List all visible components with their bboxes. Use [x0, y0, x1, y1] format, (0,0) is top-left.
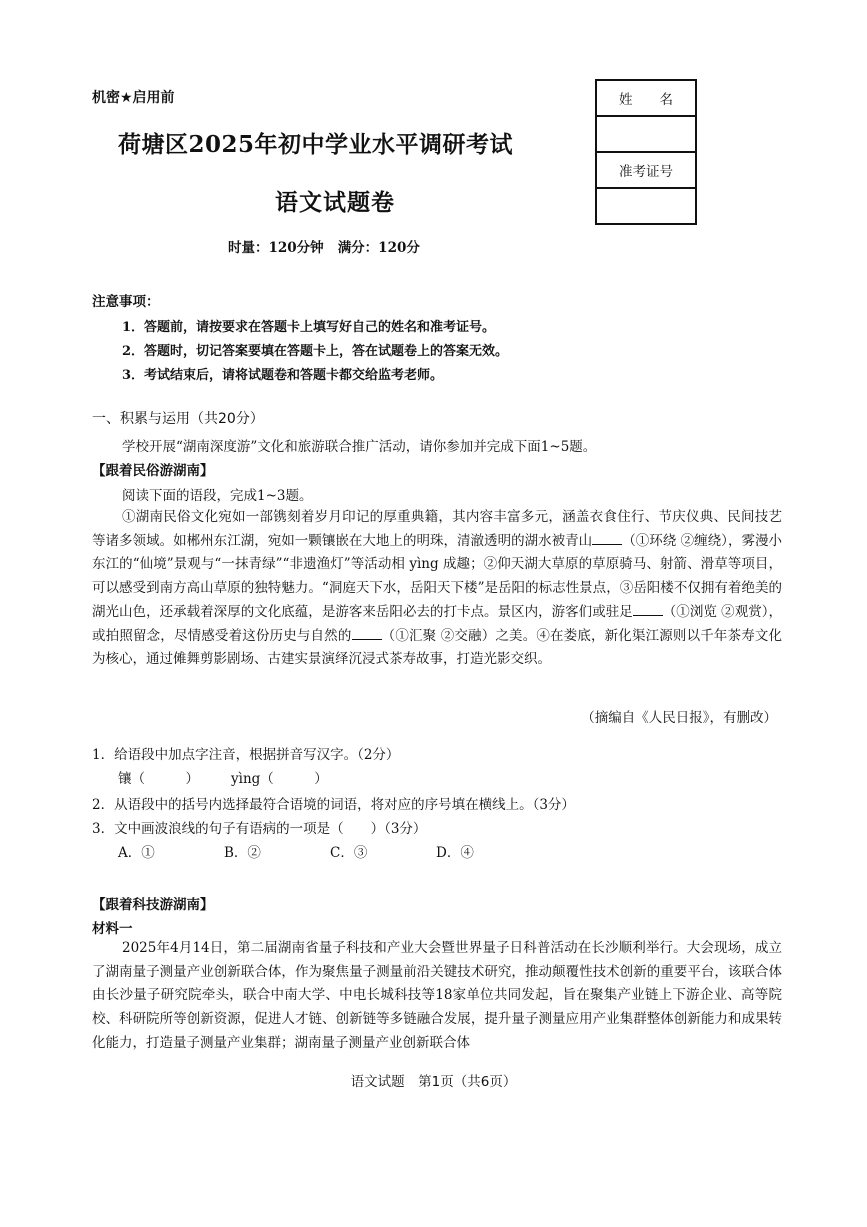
exam-time-score — [228, 236, 434, 256]
section-heading: 一、积累与运用（共20分） — [92, 411, 264, 427]
exam-score: 满分：120分 — [337, 240, 420, 256]
name-label: 姓 名 — [596, 80, 696, 116]
exam-subtitle: 语文试题卷 — [275, 189, 395, 216]
option-1: （①环绕 ②缠绕） — [622, 532, 728, 549]
choice-d: D．④ — [436, 845, 474, 861]
blank-2 — [633, 603, 663, 616]
passage-sentence-1: ①湖南民俗文化宛如一部镌刻着岁月印记的厚重典籍，其内容丰富多元，涵盖衣食住行、节庆仪典、民间技艺等诸多领域。如郴州东江湖，宛如一颗镶嵌在大地上的明珠，清澈透明的湖水被青山 — [92, 509, 782, 549]
passage-sentence-5: ④在娄底，新化渠江源则以千年茶寿文化为核心，通过傩舞剪影剧场、古建实景演绎沉浸式茶寿故事，打造光影交织。 — [92, 627, 783, 668]
exam-title: 荷塘区2025年初中学业水平调研考试 — [118, 131, 514, 158]
name-field[interactable] — [596, 116, 696, 152]
question-1: 1．给语段中加点字注音，根据拼音写汉字。（2分） — [92, 747, 400, 763]
blank-1 — [592, 532, 622, 545]
question-2: 2．从语段中的括号内选择最符合语境的词语，将对应的序号填在横线上。（3分） — [92, 797, 575, 813]
part-heading-tech: 【跟着科技游湖南】 — [92, 897, 214, 913]
exam-time: 时量：120分钟 — [228, 240, 324, 256]
material-text: 2025年4月14日，第二届湖南省量子科技和产业大会暨世界量子日科普活动在长沙顺利举行。大会现场，成立了湖南量子测量产业创新联合体，作为聚焦量子测量前沿关键技术研究，推动颠覆性技术创新的重要平台，该联合体由长沙量子研究院牵头，联合中南大学、中电长城科技等18家单位共同发起，旨在聚集产业链上下游企业、高等院校、科研院所等创新资源，促进人才链、创新链等多链融合发展，提升量子测量应用产业集群整体创新能力和成果转化能力，打造量子测量产业集群；湖南量子测量产业创新联合体 — [92, 940, 782, 1051]
section-intro: 学校开展“湖南深度游”文化和旅游联合推广活动，请你参加并完成下面1~5题。 — [122, 439, 597, 455]
answer-1a: 镶（ ） — [118, 771, 199, 787]
option-3: （①汇聚 ②交融） — [381, 627, 496, 644]
notice-heading: 注意事项： — [92, 294, 160, 310]
blank-3 — [352, 627, 382, 640]
part-heading-folk: 【跟着民俗游湖南】 — [92, 463, 214, 479]
answer-1b: yìng（ ） — [231, 771, 328, 787]
passage-instruction: 阅读下面的语段，完成1~3题。 — [122, 488, 313, 504]
passage-sentence-2: ，雾漫小东江的“仙境”景观与“一抹青绿”“非遗渔灯”等活动相 yìng 成趣；②仰天湖大草原的草原骑马、射箭、滑草等项目，可以感受到南方高山草原的独特魅力。“洞庭天下水，岳阳天下楼”是岳阳的标志性景点，③岳阳楼不仅拥有着绝美的湖光山色，还承载着深厚的文化底蕴，是游客来岳阳必去的打卡点。景区内，游客们或驻足 — [92, 532, 783, 620]
passage-sentence-4: 之美。 — [495, 627, 537, 644]
option-2: （①浏览 ②观赏） — [662, 603, 769, 620]
student-id-box — [595, 79, 697, 225]
passage-sentence-3: ，或拍照留念，尽情感受着这份历史与自然的 — [92, 603, 782, 644]
choice-a: A．① — [118, 845, 155, 861]
ticket-label: 准考证号 — [596, 152, 696, 188]
notice-item-1: 1．答题前，请按要求在答题卡上填写好自己的姓名和准考证号。 — [122, 320, 496, 335]
passage-source: （摘编自《人民日报》，有删改） — [581, 710, 777, 726]
notice-item-3: 3．考试结束后，请将试题卷和答题卡都交给监考老师。 — [122, 368, 444, 383]
choice-c: C．③ — [330, 845, 368, 861]
question-3-choices — [118, 841, 542, 861]
choice-b: B．② — [224, 845, 261, 861]
passage — [92, 506, 782, 672]
material-heading: 材料一 — [92, 921, 133, 937]
question-3: 3．文中画波浪线的句子有语病的一项是（ ）（3分） — [92, 821, 427, 837]
question-1-answers — [118, 767, 328, 787]
ticket-field[interactable] — [596, 188, 696, 224]
notice-item-2: 2．答题时，切记答案要填在答题卡上，答在试题卷上的答案无效。 — [122, 344, 509, 359]
confidential-mark: 机密★启用前 — [92, 90, 175, 106]
page-footer: 语文试题 第1页（共6页） — [350, 1074, 517, 1090]
